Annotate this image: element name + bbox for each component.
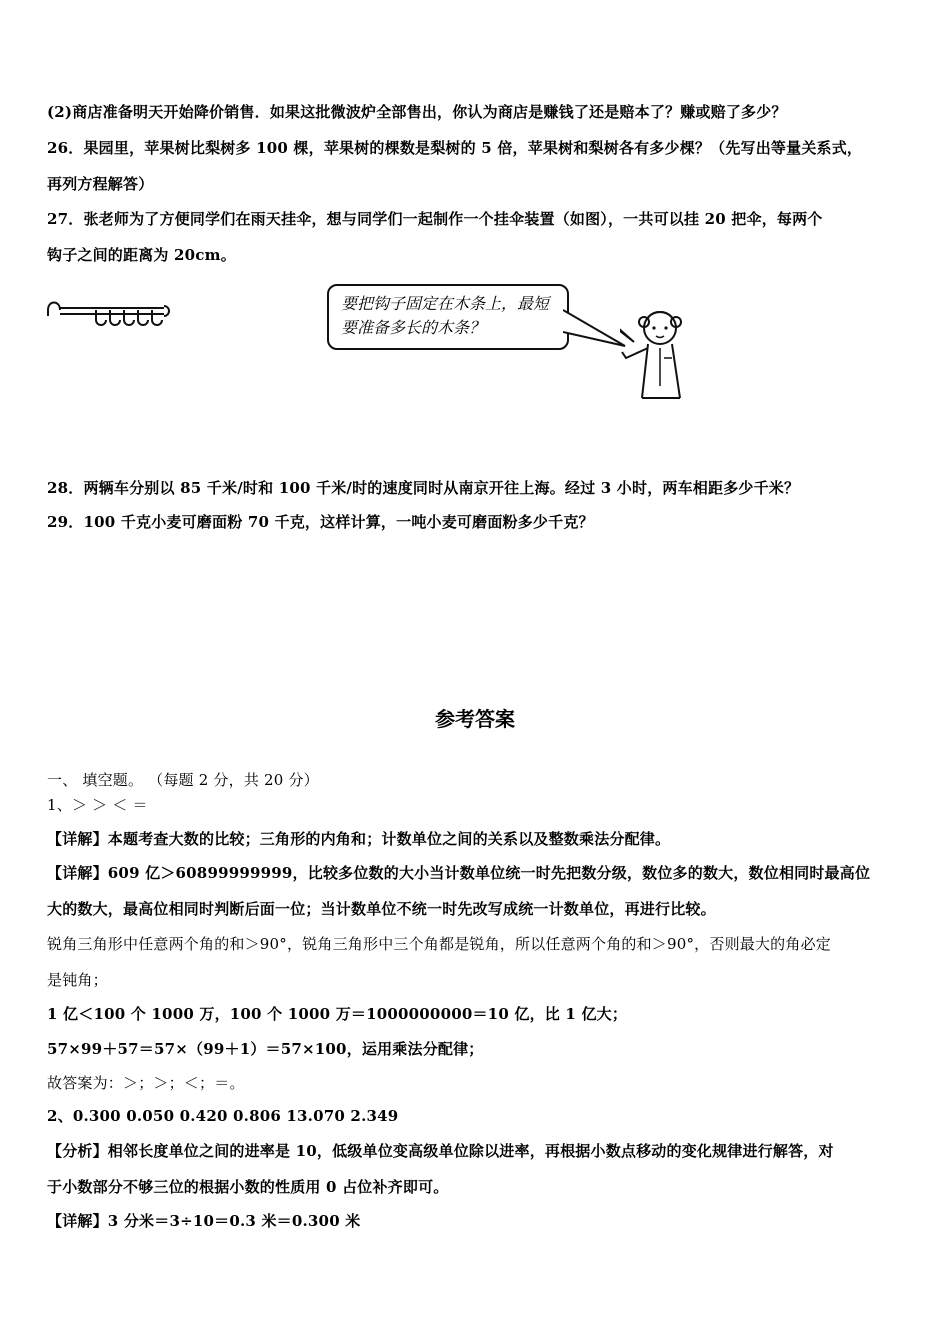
answer-1-units: 1 亿＜100 个 1000 万，100 个 1000 万＝1000000000＝10 亿，比 1 亿大； [47,1005,628,1023]
question-28: 28．两辆车分别以 85 千米/时和 100 千米/时的速度同时从南京开往上海。经过 3 小时，两车相距多少千米？ [47,479,800,497]
answer-1-detail-2-line1: 【详解】609 亿＞60899999999，比较多位数的大小当计数单位统一时先把数分级，数位多的数大，数位相同时最高位 [47,864,871,882]
answer-1-detail-1: 【详解】本题考查大数的比较；三角形的内角和；计数单位之间的关系以及整数乘法分配律。 [47,830,671,848]
answers-title: 参考答案 [435,707,515,731]
answer-1: 1、＞ ＞ ＜ ＝ [47,796,148,814]
speech-bubble [327,284,569,350]
answer-1-final: 故答案为：＞；＞；＜；＝。 [47,1074,245,1092]
answers-section-1-heading: 一、 填空题。 （每题 2 分，共 20 分） [47,771,319,789]
answer-1-angle-line2: 是钝角； [47,971,108,989]
teacher-illustration [620,286,730,411]
speech-bubble-tail [563,306,633,356]
answer-1-distributive: 57×99＋57＝57×（99＋1）＝57×100，运用乘法分配律； [47,1040,484,1058]
answer-2-analysis-line2: 于小数部分不够三位的根据小数的性质用 0 占位补齐即可。 [47,1178,449,1196]
question-27-line1: 27．张老师为了方便同学们在雨天挂伞，想与同学们一起制作一个挂伞装置（如图），一共可以挂 20 把伞，每两个 [47,210,823,228]
question-26-line2: 再列方程解答） [47,175,154,193]
question-27-line2: 钩子之间的距离为 20cm。 [47,246,236,264]
question-29: 29．100 千克小麦可磨面粉 70 千克，这样计算，一吨小麦可磨面粉多少千克？ [47,513,594,531]
answer-2: 2、0.300 0.050 0.420 0.806 13.070 2.349 [47,1107,399,1125]
hooks-illustration [44,288,184,338]
question-26-line1: 26．果园里，苹果树比梨树多 100 棵，苹果树的棵数是梨树的 5 倍，苹果树和梨树各有多少棵？（先写出等量关系式， [47,139,863,157]
answer-2-detail: 【详解】3 分米＝3÷10＝0.3 米＝0.300 米 [47,1212,361,1230]
question-25-part2: (2)商店准备明天开始降价销售．如果这批微波炉全部售出，你认为商店是赚钱了还是赔本了？赚或赔了多少？ [47,103,787,121]
answer-1-detail-2-line2: 大的数大，最高位相同时判断后面一位；当计数单位不统一时先改写成统一计数单位，再进行比较。 [47,900,716,918]
speech-bubble-text: 要把钩子固定在木条上，最短要准备多长的木条？ [341,294,550,337]
answer-1-angle-line1: 锐角三角形中任意两个角的和＞90°，锐角三角形中三个角都是锐角，所以任意两个角的和＞90°，否则最大的角必定 [47,935,831,953]
answer-2-analysis-line1: 【分析】相邻长度单位之间的进率是 10，低级单位变高级单位除以进率，再根据小数点移动的变化规律进行解答，对 [47,1142,834,1160]
